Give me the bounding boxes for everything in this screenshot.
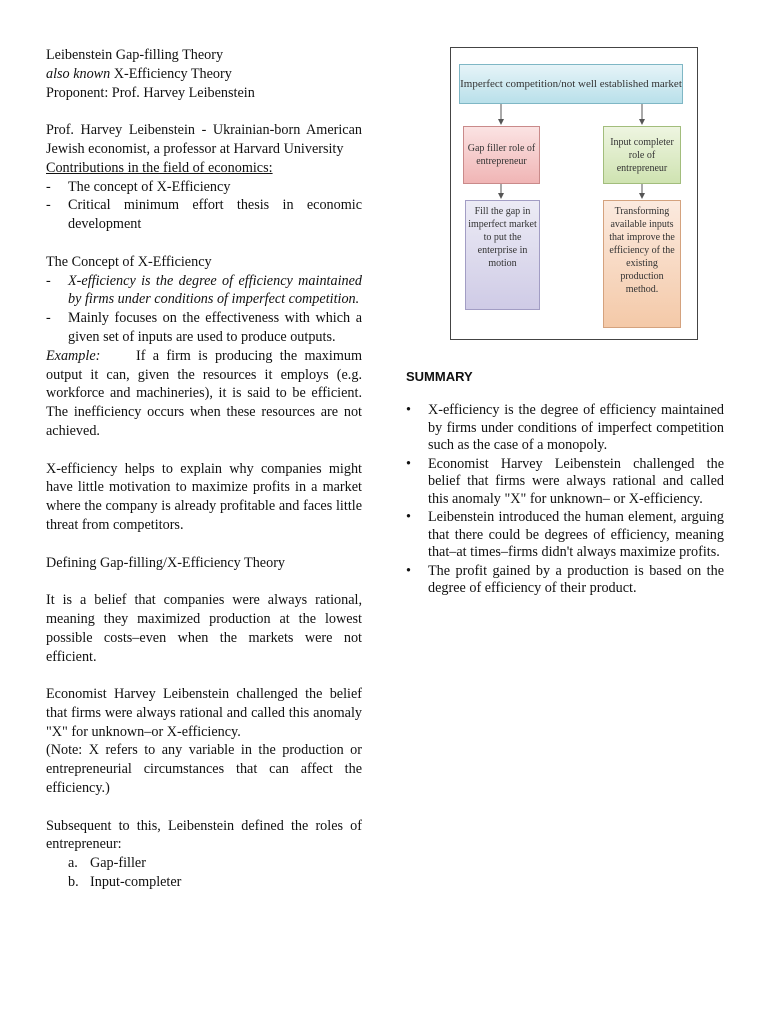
diagram-gap-filler-box: Gap filler role of entrepreneur — [463, 126, 540, 184]
list-item — [68, 854, 362, 873]
aka-rest: X-Efficiency Theory — [110, 65, 232, 82]
example-paragraph — [46, 347, 362, 441]
defining-heading: Defining Gap-filling/X-Efficiency Theory — [46, 554, 286, 571]
contrib-heading: Contributions in the field of economics: — [46, 159, 273, 176]
role-label: Input-completer — [90, 874, 182, 891]
proponent-line: Proponent: Prof. Harvey Leibenstein — [46, 84, 255, 101]
list-item: • Leibenstein introduced the human element, arguing that there could be degrees of efficiency, meaning that–at times–firms didn't always maximize profits. — [406, 509, 724, 560]
bullet-icon: • — [406, 402, 411, 418]
roles-paragraph: Subsequent to this, Leibenstein defined the roles of entrepreneur: — [46, 817, 362, 853]
entrepreneur-roles-diagram — [450, 47, 698, 340]
xeff-paragraph: X-efficiency helps to explain why companies might have little motivation to maximize profits in a market where the company is already profitable and faces little threat from competitors. — [46, 460, 362, 533]
concept-list — [46, 272, 362, 347]
list-item: - Mainly focuses on the effectiveness with which a given set of inputs are used to produce outputs. — [46, 309, 362, 347]
bullet-icon: • — [406, 509, 411, 525]
concept-heading: The Concept of X-Efficiency — [46, 253, 212, 270]
summary-list-container — [406, 402, 724, 599]
list-item: • X-efficiency is the degree of efficiency maintained by firms under conditions of imperfect competition such as the case of a monopoly. — [406, 402, 724, 453]
bio-rest: - Ukrainian-born American Jewish economist, a professor at Harvard University — [46, 122, 362, 157]
left-column — [46, 46, 362, 892]
challenge-paragraph: Economist Harvey Leibenstein challenged the belief that firms were always rational and called this anomaly "X" for unknown–or X-efficiency. — [46, 686, 362, 740]
diagram-fill-gap-box: Fill the gap in imperfect market to put the enterprise in motion — [465, 200, 540, 310]
note-paragraph: (Note: X refers to any variable in the production or entrepreneurial circumstances that can affect the efficiency.) — [46, 742, 362, 797]
list-item: • Economist Harvey Leibenstein challenged the belief that firms were always rational and called this anomaly "X" for unknown– or X-efficiency. — [406, 455, 724, 507]
example-text: If a firm is producing the maximum output it can, given the resources it employs (e.g. workforce and machineries), it is said to be efficient. The inefficiency occurs when these resources are not achieved. — [46, 347, 362, 439]
list-item: - The concept of X-Efficiency — [46, 178, 362, 197]
diagram-top-box: Imperfect competition/not well established market — [459, 64, 683, 104]
bio-paragraph — [46, 121, 362, 159]
example-label: Example: — [46, 347, 101, 364]
bullet-icon: • — [406, 455, 411, 472]
summary-heading: SUMMARY — [406, 369, 473, 384]
diagram-input-completer-box: Input completer role of entrepreneur — [603, 126, 681, 184]
list-item: • The profit gained by a production is based on the degree of efficiency of their product. — [406, 562, 724, 596]
list-item: - X-efficiency is the degree of efficiency maintained by firms under conditions of imperfect competition. — [46, 272, 362, 310]
list-item: - Critical minimum effort thesis in economic development — [46, 196, 362, 234]
aka-prefix: also known — [46, 65, 111, 82]
role-label: Gap-filler — [90, 855, 146, 872]
contrib-list — [46, 178, 362, 234]
summary-list — [406, 402, 724, 598]
roles-list — [46, 854, 362, 892]
aka-line — [46, 65, 362, 84]
belief-paragraph: It is a belief that companies were always rational, meaning they maximized production at the lowest possible costs–even when the markets were not efficient. — [46, 592, 362, 665]
list-marker: b. — [68, 874, 79, 891]
bio-name: Prof. Harvey Leibenstein — [46, 122, 196, 139]
doc-title: Leibenstein Gap-filling Theory — [46, 47, 224, 63]
list-item — [68, 873, 362, 892]
diagram-transform-box: Transforming available inputs that improve the efficiency of the existing production method. — [603, 200, 681, 328]
list-marker: a. — [68, 855, 78, 872]
bullet-icon: • — [406, 562, 411, 579]
